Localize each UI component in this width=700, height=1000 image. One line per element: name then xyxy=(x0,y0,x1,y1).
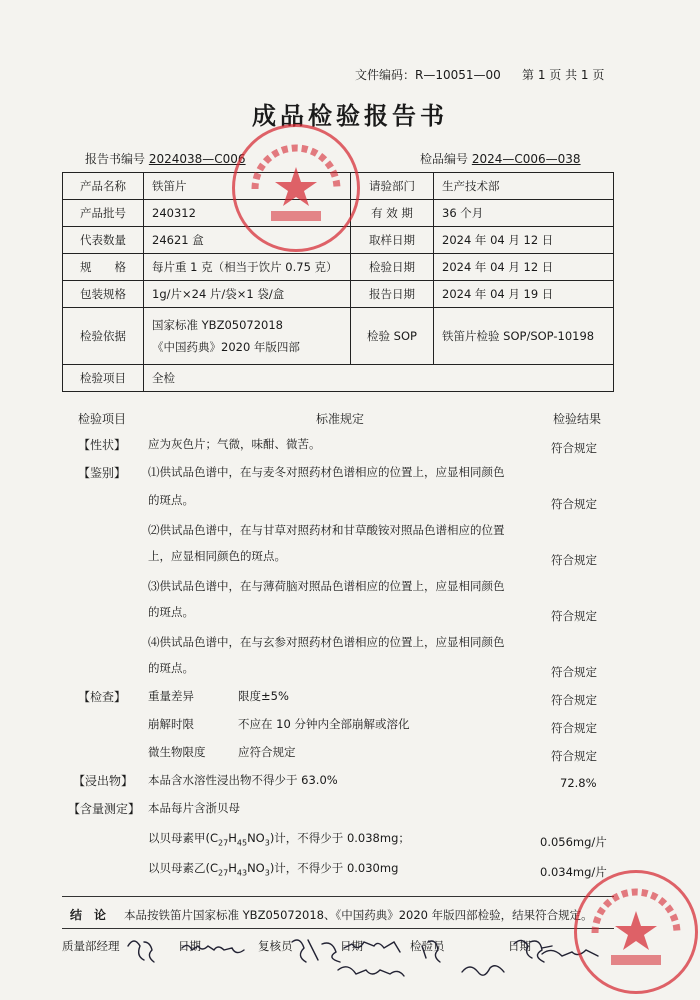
page-title: 成品检验报告书 xyxy=(252,102,448,130)
assay-1-sub-3: 3 xyxy=(264,838,270,848)
test-date-value: 2024 年 04 月 12 日 xyxy=(434,254,614,281)
assay-2-mid-2: NO xyxy=(247,861,265,875)
assay-2-mid-1: H xyxy=(228,861,237,875)
doc-code: 文件编码：R—10051—00 xyxy=(355,68,501,82)
items-value: 全检 xyxy=(144,365,614,392)
check-label: 【检查】 xyxy=(78,690,127,704)
date-label-3: 日期 xyxy=(508,939,531,953)
date-label-2: 日期 xyxy=(340,939,363,953)
assay-standard: 本品每片含浙贝母 xyxy=(148,801,240,815)
batch-value: 240312 xyxy=(144,200,351,227)
assay-2-post: )计，不得少于 0.030mg xyxy=(269,861,399,875)
assay-label: 【含量测定】 xyxy=(68,802,141,816)
basis-line-2: 《中国药典》2020 年版四部 xyxy=(152,340,300,354)
ident-3-result: 符合规定 xyxy=(551,609,597,623)
sample-date-value: 2024 年 04 月 12 日 xyxy=(434,227,614,254)
info-row xyxy=(63,281,614,308)
check-3-standard: 应符合规定 xyxy=(238,745,296,759)
seal-graphic xyxy=(235,127,357,249)
inspector-label: 检验员 xyxy=(410,939,445,953)
assay-1-result: 0.056mg/片 xyxy=(540,835,607,849)
sample-date-label: 取样日期 xyxy=(351,227,434,254)
assay-1-post: )计，不得少于 0.038mg； xyxy=(269,831,410,845)
date-label-1: 日期 xyxy=(178,939,201,953)
extract-result: 72.8% xyxy=(560,776,597,790)
check-1-standard: 限度±5% xyxy=(238,689,289,703)
check-1-result: 符合规定 xyxy=(551,693,597,707)
results-item-header: 检验项目 xyxy=(78,412,127,426)
red-seal-stamp xyxy=(574,870,698,994)
dept-value: 生产技术部 xyxy=(434,173,614,200)
red-seal-stamp xyxy=(232,124,360,252)
ident-4-result: 符合规定 xyxy=(551,665,597,679)
test-number-value: 2024—C006—038 xyxy=(471,152,581,166)
items-label: 检验项目 xyxy=(63,365,144,392)
qa-manager-label: 质量部经理 xyxy=(62,939,120,953)
assay-1-mid-2: NO xyxy=(247,831,265,845)
extract-label: 【浸出物】 xyxy=(73,774,134,788)
ident-1-line-2: 的斑点。 xyxy=(148,493,194,507)
batch-label: 产品批号 xyxy=(63,200,144,227)
basis-value xyxy=(144,308,351,365)
divider xyxy=(62,896,614,897)
results-result-header: 检验结果 xyxy=(553,412,602,426)
sop-label: 检验 SOP xyxy=(351,308,434,365)
page-info: 第 1 页 共 1 页 xyxy=(522,68,605,82)
assay-1-mid-1: H xyxy=(228,831,237,845)
report-date-value: 2024 年 04 月 19 日 xyxy=(434,281,614,308)
spec-value: 每片重 1 克（相当于饮片 0.75 克） xyxy=(144,254,351,281)
basis-label: 检验依据 xyxy=(63,308,144,365)
ident-2-line-2: 上，应显相同颜色的斑点。 xyxy=(148,549,286,563)
dept-label: 请验部门 xyxy=(351,173,434,200)
assay-2-result: 0.034mg/片 xyxy=(540,865,607,879)
product-name-label: 产品名称 xyxy=(63,173,144,200)
validity-value: 36 个月 xyxy=(434,200,614,227)
spec-label: 规 格 xyxy=(63,254,144,281)
info-row xyxy=(63,308,614,365)
check-1-name: 重量差异 xyxy=(148,689,194,703)
report-number-label: 报告书编号 xyxy=(85,152,146,166)
ident-3-line-1: ⑶供试品色谱中，在与薄荷脑对照品色谱相应的位置上，应显相同颜色 xyxy=(148,579,505,593)
assay-1-standard xyxy=(148,830,410,847)
info-row xyxy=(63,365,614,392)
check-2-standard: 不应在 10 分钟内全部崩解或溶化 xyxy=(238,717,410,731)
reviewer-label: 复核员 xyxy=(258,939,293,953)
ident-3-line-2: 的斑点。 xyxy=(148,605,194,619)
conclusion-label: 结 论 xyxy=(70,908,107,922)
appearance-label: 【性状】 xyxy=(78,438,127,452)
assay-1-sub-1: 27 xyxy=(218,838,229,848)
ident-4-line-1: ⑷供试品色谱中，在与玄参对照药材色谱相应的位置上，应显相同颜色 xyxy=(148,635,505,649)
assay-2-pre: 以贝母素乙(C xyxy=(148,861,219,875)
check-2-result: 符合规定 xyxy=(551,721,597,735)
check-2-name: 崩解时限 xyxy=(148,717,194,731)
check-3-result: 符合规定 xyxy=(551,749,597,763)
assay-1-sub-2: 45 xyxy=(236,838,248,848)
report-date-label: 报告日期 xyxy=(351,281,434,308)
results-standard-header: 标准规定 xyxy=(316,412,365,426)
appearance-standard: 应为灰色片；气微，味酣、微苦。 xyxy=(148,437,321,451)
assay-2-sub-1: 27 xyxy=(218,868,229,878)
assay-2-sub-3: 3 xyxy=(264,868,270,878)
info-row xyxy=(63,254,614,281)
test-number xyxy=(420,150,581,167)
report-number-value: 2024038—C006 xyxy=(148,152,246,166)
assay-2-standard xyxy=(148,860,398,877)
report-number xyxy=(85,150,246,167)
extract-standard: 本品含水溶性浸出物不得少于 63.0% xyxy=(148,773,338,787)
quantity-value: 24621 盒 xyxy=(144,227,351,254)
ident-2-line-1: ⑵供试品色谱中，在与甘草对照药材和甘草酸铵对照品色谱相应的位置 xyxy=(148,523,505,537)
basis-line-1: 国家标准 YBZ05072018 xyxy=(152,318,283,332)
conclusion-text: 本品按铁笛片国家标准 YBZ05072018、《中国药典》2020 年版四部检验，结果符合规定。 xyxy=(124,908,593,922)
pack-value: 1g/片×24 片/袋×1 袋/盒 xyxy=(144,281,351,308)
ident-4-line-2: 的斑点。 xyxy=(148,661,194,675)
pack-label: 包装规格 xyxy=(63,281,144,308)
identification-label: 【鉴别】 xyxy=(78,466,127,480)
ident-1-line-1: ⑴供试品色谱中，在与麦冬对照药材色谱相应的位置上，应显相同颜色 xyxy=(148,465,505,479)
product-name-value: 铁笛片 xyxy=(144,173,351,200)
seal-graphic xyxy=(577,873,695,991)
assay-2-sub-2: 43 xyxy=(236,868,248,878)
validity-label: 有 效 期 xyxy=(351,200,434,227)
ident-1-result: 符合规定 xyxy=(551,497,597,511)
appearance-result: 符合规定 xyxy=(551,441,597,455)
quantity-label: 代表数量 xyxy=(63,227,144,254)
ident-2-result: 符合规定 xyxy=(551,553,597,567)
test-date-label: 检验日期 xyxy=(351,254,434,281)
test-number-label: 检品编号 xyxy=(420,152,469,166)
assay-1-pre: 以贝母素甲(C xyxy=(148,831,219,845)
sop-value: 铁笛片检验 SOP/SOP-10198 xyxy=(434,308,614,365)
check-3-name: 微生物限度 xyxy=(148,745,206,759)
